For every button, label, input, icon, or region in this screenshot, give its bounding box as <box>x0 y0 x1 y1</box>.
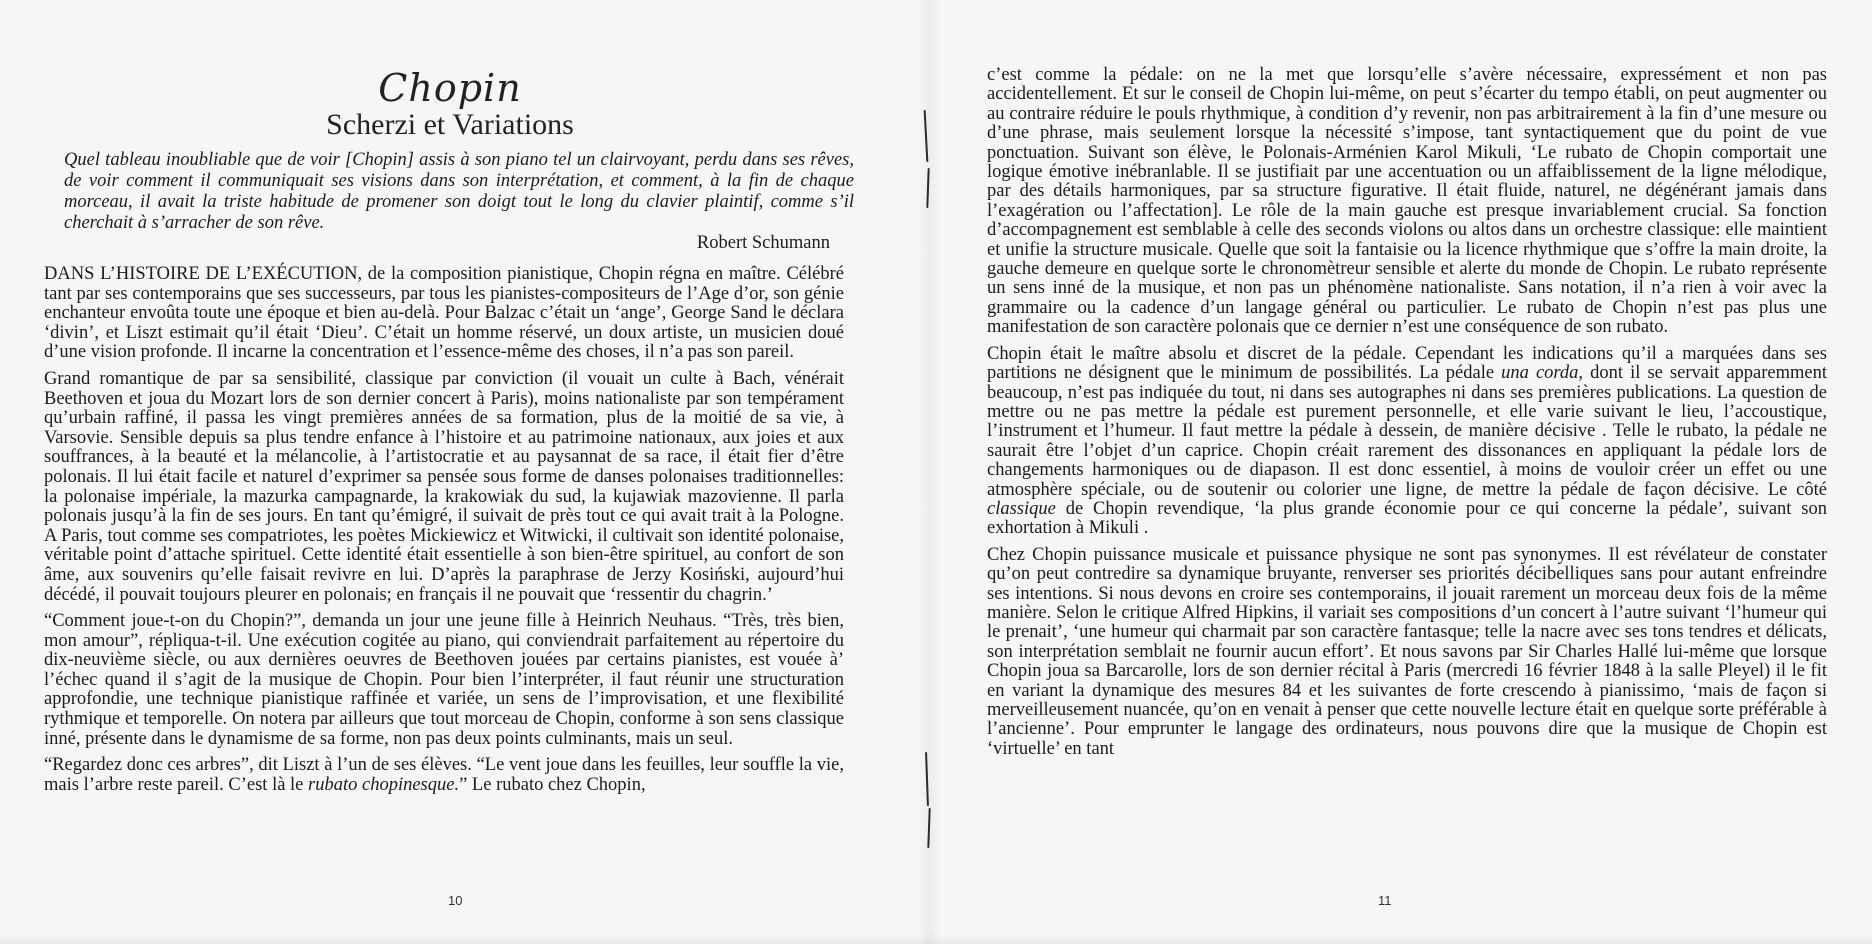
text-run: “Regardez donc ces arbres”, dit Liszt à l’un de ses élèves. “Le vent joue dans les feuilles, leur souffle la vie, mais l’arbre reste pareil. C’est là le <box>44 755 844 795</box>
right-page <box>930 0 1872 944</box>
italic-term: una corda, <box>1501 363 1584 384</box>
left-page <box>0 0 930 944</box>
composer-title: Chopin <box>378 66 522 110</box>
text-run: ” Le rubato chez Chopin, <box>459 774 646 795</box>
paragraph: “Comment joue-t-on du Chopin?”, demanda un jour une jeune fille à Heinrich Neuhaus. “Très, très bien, mon amour”, répliqua-t-il. Une exécution cogitée au piano, qui conviendrait parfaitement au répertoire du dix-neuvième siècle, ou aux dernières oeuvres de Beethoven jouées par certains pianistes, est vouée à’ l’échec quand il s’agit de la musique de Chopin. Pour bien l’interpréter, il faut réunir une structuration approfondie, une technique pianistique raffinée et variée, un sens de l’improvisation, et une flexibilité rythmique et temporelle. On notera par ailleurs que tout morceau de Chopin, conforme à son sens classique inné, présente dans le dynamisme de sa forme, non pas deux points culminants, mais un seul. <box>44 611 844 749</box>
epigraph-attribution: Robert Schumann <box>696 233 830 253</box>
text-run: dont il se servait apparemment beaucoup, n’est pas indiquée du tout, ni dans ses autographes ni dans ses premières publications. La question de mettre ou ne pas mettre la pédale est purement personnelle, et elle varie suivant le lieu, l’accoustique, l’instrument et l’humeur. Il faut mettre la pédale à dessein, de manière décisive . Telle le rubato, la pédale ne saurait être l’objet d’un caprice. Chopin créait rarement des dissonances en appliquant la pédale lors de changements harmoniques ou de diapason. Il est donc essentiel, à moins de vouloir créer un effet ou une atmosphère spéciale, ou de soutenir ou colorier une ligne, de mettre la pédale de façon décisive. Le côté <box>987 363 1827 500</box>
staple-mark-bottom-2 <box>927 808 930 848</box>
paragraph: Chez Chopin puissance musicale et puissance physique ne sont pas synonymes. Il est révélateur de constater qu’on peut contredire sa dynamique bruyante, renverser ses priorités décibelliques sans pour autant enfreindre ses intentions. Si nous devons en croire ses contemporains, il jouait rarement un morceau deux fois de la même manière. Selon le critique Alfred Hipkins, il variait ses compositions d’un concert à l’autre suivant ‘l’humeur qui le prenait’, ‘une humeur qui charmait par son caractère fantasque; telle la nacre avec ses tons tendres et délicats, son interprétation semblait ne fournir aucun effort’. Et nous savons par Sir Charles Hallé lui-même que lorsque Chopin joua sa Barcarolle, lors de son dernier récital à Paris (mercredi 16 février 1848 à la salle Pleyel) il le fit en variant la dynamique des mesures 84 et les suivantes de forte crescendo à pianissimo, ‘mais de façon si merveilleusement nuancée, qu’on en venait à penser que cette nouvelle lecture était en quelque sorte préférable à l’ancienne’. Pour emprunter le langage des ordinateurs, nous pouvons dire que la musique de Chopin est ‘virtuelle’ en tant <box>987 544 1827 759</box>
text-run: de Chopin revendique, ‘la plus grande économie pour ce qui concerne la pédale’, suivant son exhortation à Mikuli . <box>987 498 1827 539</box>
paragraph: DANS L’HISTOIRE DE L’EXÉCUTION, de la composition pianistique, Chopin régna en maître. Célébré tant par ses contemporains que ses successeurs, par tous les pianistes-compositeurs de l’Age d’or, son génie enchanteur envoûta toute une époque et bien au-delà. Pour Balzac c’était un ‘ange’, George Sand le déclara ‘divin’, et Liszt estimait qu’il était ‘Dieu’. C’était un homme réservé, un doux artiste, un musicien doué d’une vision profonde. Il incarne la concentration et l’essence-même des choses, il n’a pas son pareil. <box>44 264 844 363</box>
page-number-right: 11 <box>1378 893 1392 908</box>
left-body-text <box>44 265 844 802</box>
paragraph-last <box>44 756 844 795</box>
text-run: Chopin était le maître absolu et discret de la pédale. Cependant les indications qu’il a marquées dans ses partitions ne désignent que le minimum de possibilités. La pédale <box>987 343 1827 384</box>
right-body-text <box>987 66 1827 766</box>
epigraph-quote: Quel tableau inoubliable que de voir [Chopin] assis à son piano tel un clairvoyant, perdu dans ses rêves, de voir comment il communiquait ses visions dans son interprétation, et comment, à la fin de chaque morceau, il avait la triste habitude de promener son doigt tout le long du clavier plaintif, comme s’il cherchait à s’arracher de son rêve. <box>64 150 854 233</box>
page-number-left: 10 <box>448 893 463 908</box>
work-title: Scherzi et Variations <box>326 108 574 141</box>
staple-mark-top-2 <box>926 168 929 208</box>
paragraph: Grand romantique de par sa sensibilité, classique par conviction (il vouait un culte à Bach, vénérait Beethoven et joua du Mozart lors de son dernier concert à Paris), moins nationaliste par son tempérament qu’urbain raffiné, il passa les vingt premières années de sa formation, plus de la moitié de sa vie, à Varsovie. Sensible depuis sa plus tendre enfance à l’histoire et au patrimoine nationaux, aux joies et aux souffrances, à la beauté et la mélancolie, à l’artistocratie et au paysannat de sa race, il était fier d’être polonais. Il lui était facile et naturel d’exprimer sa pensée sous forme de danses polonaises traditionnelles: la polonaise impériale, la mazurka campagnarde, la krakowiak du sud, la kujawiak mazovienne. Il parla polonais jusqu’à la fin de ses jours. En tant qu’émigré, il suivait de près tout ce qui avait trait à la Pologne. A Paris, tout comme ses compatriotes, les poètes Mickiewicz et Witwicki, il cultivait son identité polonaise, véritable point d’attache spirituel. Cette identité était essentielle à son bien-être spirituel, au confort de son âme, aux souvenirs qu’elle faisait revivre en lui. D’après la paraphrase de Jerzy Kosiński, aujourd’hui décédé, il pouvait toujours pleurer en polonais; en français il ne pouvait que ‘ressentir du chagrin.’ <box>44 368 844 605</box>
paragraph <box>987 345 1827 539</box>
italic-term: rubato chopinesque. <box>308 774 460 795</box>
paragraph: c’est comme la pédale: on ne la met que lorsqu’elle s’avère nécessaire, expressément et non pas accidentellement. Et sur le conseil de Chopin lui-même, on peut s’écarter du tempo établi, on peut augmenter ou au contraire réduire le pouls rhythmique, à condition d’y revenir, non pas arbitrairement à la fin d’une mesure ou d’une phrase, mais seulement lorsque la nécessité s’impose, tant syntactiquement que du point de vue ponctuation. Suivant son élève, le Polonais-Arménien Karol Mikuli, ‘Le rubato de Chopin comportait une logique émotive inébranlable. Il se justifiait par une accentuation ou un affaiblissement de la ligne mélodique, par des détails harmoniques, par sa structure figurative. Il était fluide, naturel, ne dégénérant jamais dans l’exagération ou l’affectation]. Le rôle de la main gauche est presque invariablement crucial. Sa fonction d’accompagnement est semblable à celle des seconds violons ou altos dans un orchestre classique: elle maintient et unifie la structure musicale. Quelle que soit la fantaisie ou la licence rhythmique que s’offre la main droite, la gauche demeure en quelque sorte le chronomètreur sensible et alerte du monde de Chopin. Le rubato représente un sens inné de la musique, et non pas un phénomène nationaliste. Sans notation, il n’a rien à voir avec la grammaire ou la cadence d’un langage général ou particulier. Le rubato de Chopin n’est pas plus une manifestation de son caractère polonais que ce dernier n’est une conséquence de son rubato. <box>987 65 1827 338</box>
italic-term: classique <box>987 498 1056 519</box>
